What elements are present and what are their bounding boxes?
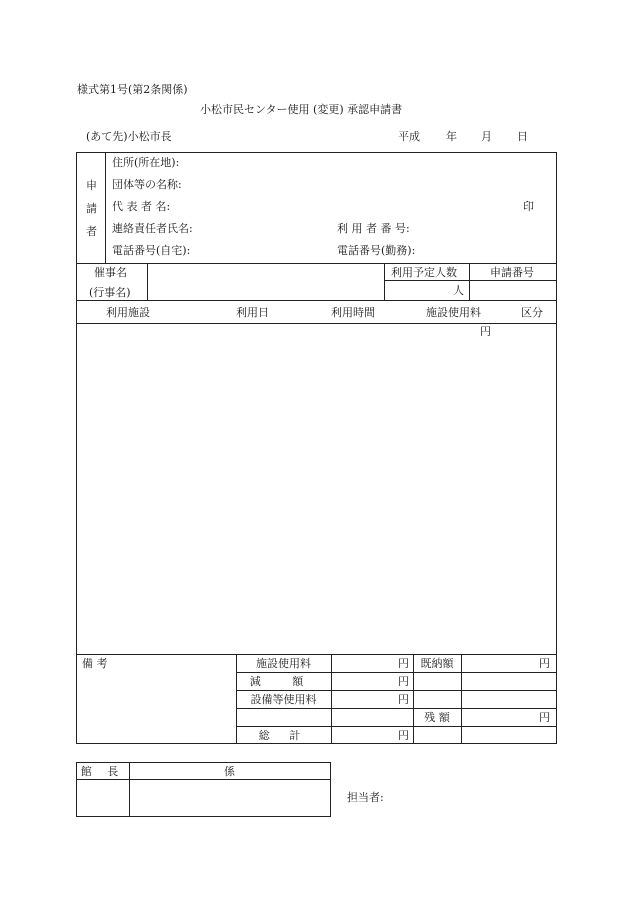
approval-line xyxy=(76,816,331,817)
persons-unit: 人 xyxy=(453,284,464,297)
approval-line xyxy=(330,762,331,817)
applicant-label-3: 者 xyxy=(86,225,97,238)
table-border-left xyxy=(76,152,77,744)
equipment-fee-yen: 円 xyxy=(398,693,409,706)
row-line xyxy=(236,726,557,727)
approval-line xyxy=(76,779,331,780)
table-border-right xyxy=(556,152,557,744)
contact-person-label: 連絡責任者氏名: xyxy=(112,222,193,235)
balance-yen: 円 xyxy=(539,711,550,724)
facility-fee-label: 施設使用料 xyxy=(256,657,311,670)
expected-users-label: 利用予定人数 xyxy=(391,266,457,279)
date-era: 平成 xyxy=(398,130,420,143)
paid-yen: 円 xyxy=(539,657,550,670)
date-month: 月 xyxy=(481,130,492,143)
seal-mark: 印 xyxy=(523,200,534,213)
approval-line xyxy=(76,762,331,763)
date-year: 年 xyxy=(446,130,457,143)
row-line xyxy=(236,672,557,673)
reduction-label: 減 額 xyxy=(249,675,318,688)
row-line xyxy=(236,690,557,691)
applicant-label-2: 請 xyxy=(86,202,97,215)
col-fee: 施設使用料 xyxy=(426,306,481,319)
phone-work-label: 電話番号(勤務): xyxy=(337,244,416,257)
col-line xyxy=(331,654,332,744)
org-name-label: 団体等の名称: xyxy=(112,178,182,191)
row-line xyxy=(236,708,557,709)
user-number-label: 利 用 者 番 号: xyxy=(337,222,410,235)
usage-yen-unit: 円 xyxy=(480,325,491,338)
row-line xyxy=(76,654,557,655)
facility-fee-yen: 円 xyxy=(398,657,409,670)
col-line xyxy=(461,654,462,744)
phone-home-label: 電話番号(自宅): xyxy=(112,244,191,257)
director-label: 館 長 xyxy=(80,765,125,778)
col-line xyxy=(147,263,148,301)
table-border-bottom xyxy=(76,743,557,744)
row-line xyxy=(76,263,557,264)
col-facility: 利用施設 xyxy=(106,306,150,319)
applicant-divider xyxy=(105,152,106,263)
col-date: 利用日 xyxy=(236,306,269,319)
balance-label: 残 額 xyxy=(424,711,450,724)
staff-label: 係 xyxy=(224,765,235,778)
col-line xyxy=(384,263,385,301)
address-label: 住所(所在地): xyxy=(112,156,180,169)
form-number: 様式第1号(第2条関係) xyxy=(77,83,188,96)
application-number-label: 申請番号 xyxy=(490,266,534,279)
date-day: 日 xyxy=(517,130,528,143)
event-name-label: 催事名 xyxy=(94,266,127,279)
paid-label: 既納額 xyxy=(420,657,454,670)
row-line xyxy=(384,280,557,281)
col-time: 利用時間 xyxy=(331,306,375,319)
representative-label: 代 表 者 名: xyxy=(112,200,171,213)
page-title: 小松市民センター使用 (変更) 承認申請書 xyxy=(200,103,403,116)
person-in-charge-label: 担当者: xyxy=(347,791,384,804)
col-line xyxy=(469,263,470,301)
remarks-label: 備 考 xyxy=(82,657,108,670)
equipment-fee-label: 設備等使用料 xyxy=(250,693,317,706)
total-label: 総 計 xyxy=(258,729,309,742)
total-yen: 円 xyxy=(398,729,409,742)
applicant-label-1: 申 xyxy=(86,179,97,192)
col-category: 区分 xyxy=(521,306,543,319)
reduction-yen: 円 xyxy=(398,675,409,688)
event-name-sub-label: (行事名) xyxy=(89,286,131,299)
row-line xyxy=(76,300,557,301)
table-border-top xyxy=(76,152,557,153)
row-line xyxy=(76,323,557,324)
addressee: (あて先)小松市長 xyxy=(86,130,172,143)
